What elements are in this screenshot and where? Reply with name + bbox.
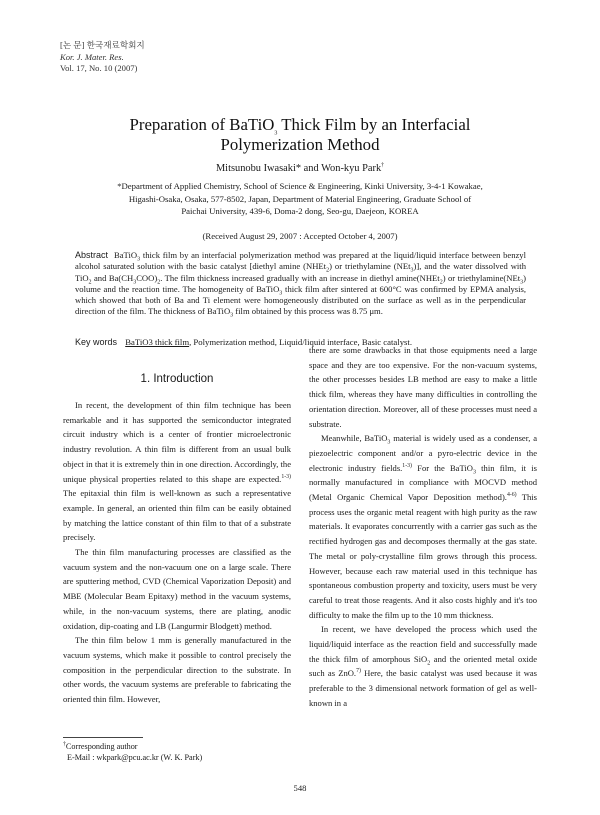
citation: 1-3) [281,473,291,480]
journal-masthead [60,40,145,75]
right-column [309,343,537,711]
author-list: Mitsunobu Iwasaki* and Won-kyu Park† [215,162,385,174]
paragraph: there are some drawbacks in that those equipments need a large space and they are too expensive. For the non-vacuum systems, the other processes besides LB method are easy to make a little thick film, whereas they have many difficulties in controlling the orientation direction. Moreover, all of these processes must need a substrate. [309,345,537,429]
paragraph: The thin film manufacturing processes are classified as the vacuum system and the non-vacuum one on a large scale. There are sputtering method, CVD (Chemical Vaporization Deposit) and MBE (Molecular Beam Epitaxy) method in the vacuum systems, while, in the non-vacuum systems, there are plating, anodic oxidation, dip-coating and LB (Langurmir Blodgett) method. [63,547,291,631]
abstract-label: Abstract [75,250,109,260]
citation: 4-6) [506,492,517,499]
received-dates: (Received August 29, 2007 : Accepted October 4, 2007) [202,231,398,241]
keywords: Key words BaTiO3 thick film, Polymerization method, Liquid/liquid interface, Basic catalyst. [75,337,413,347]
paragraph: In recent, we have developed the process which used the liquid/liquid interface as the reaction field and successfully made the thick film of amorphous SiO$_2$ and the oriented metal oxide such as ZnO.$^{7)}$ Here, the basic catalyst was used because it was preferable to the 3 dimensional network formation of gel as well-known in a [309,624,537,708]
citation: 7) [356,668,361,675]
journal-volume: Vol. 17, No. 10 (2007) [60,63,138,74]
affiliation-line-1: *Department of Applied Chemistry, School of Science & Engineering, Kinki University, 3-4-1 Kowakae, [117,181,483,191]
keywords-label: Key words [75,337,118,347]
left-column [63,398,291,707]
title-line-2: Polymerization Method [220,135,380,154]
paragraph: The thin film below 1 mm is generally manufactured in the vacuum systems, which make it possible to control precisely the composition in the perpendicular direction to the substrate. In other words, the vacuum systems are preferable to fabricating the oriented thin film. However, [63,635,291,705]
footnote-corresponding: †Corresponding author [63,741,138,751]
journal-abbreviation: Kor. J. Mater. Res. [60,51,124,62]
affiliations [78,180,522,218]
affiliation-line-2: Higashi-Osaka, Osaka, 577-8502, Japan, Department of Material Engineering, Graduate School of [128,193,472,204]
page-number: 548 [293,783,307,793]
keyword-link[interactable]: BaTiO3 thick film [125,337,190,347]
title-line-1: Preparation of BaTiO$_3$ Thick Film by an Interfacial [129,115,471,137]
footnote-email: E-Mail : wkpark@pcu.ac.kr (W. K. Park) [67,753,203,762]
citation: 1-3) [402,462,412,469]
affiliation-line-3: Paichai University, 439-6, Doma-2 dong, Seo-gu, Daejeon, KOREA [181,206,419,217]
footnote-divider [63,737,143,738]
journal-name-korean: [논 문] 한국재료학회지 [60,40,145,50]
corresponding-mark: † [381,162,385,169]
footnote [63,741,202,763]
abstract: Abstract BaTiO$_3$ thick film by an interfacial polymerization method was prepared at the liquid/liquid interface between benzyl alcohol saturated solution with the basic catalyst [diethyl amine (NHEt$_2$) or triethylamine (NEt$_3$)], and the water dissolved with TiO$_2$ and $Ba(CH_3COO)_2$. The film thickness increased gradually with an increase in diethyl amine(NHEt$_2$) or triethylamine(NEt$_3$) volume and the reaction time. The homogeneity of BaTiO$_3$ thick film after sintered at 600°C was confirmed by EPMA analysis, which showed that both of Ba and Ti element were homogeneously distributed on the surface as well as in the perpendicular direction of the film. The thickness of BaTiO$_3$ film obtained by this process was 8.75 μm. [75,250,526,320]
section-heading-introduction: 1. Introduction [140,373,214,385]
paragraph: Meanwhile, BaTiO$_3$ material is widely used as a condenser, a piezoelectric component and/or a pyro-electric device in the electronic industry fields.$^{1-3)}$ For the BaTiO$_3$ thin film, it is normally manufactured in compliance with MOCVD method (Metal Organic Chemical Vapor Deposition method).$^{4-6)}$ This process uses the organic metal reagent with high purity as the raw materials. It evaporates concurrently with a carrier gas such as the rectified hydrogen gas and decomposes thermally at the gas state. The metal or poly-crystalline film grows through this process. However, because each raw material used in this technique has spontaneous combustion property and toxicity, users must be very careful to treat those reagents. And it also costs highly and it's too difficulty to make the film up to the 10 mm thickness. [309,433,537,620]
paper-title [60,115,540,155]
paragraph: In recent, the development of thin film technique has been remarkable and it has supported the semiconductor integrated circuit industry which is a center of frontier microelectronic industry revolution. A thin film is different from an usual bulk object in that it is extremely thin in one direction. Accordingly, the unique physical properties related to this shape are expected.$^{1-3)}$ The epitaxial thin film is well-known as such a representative example. In general, an oriented thin film can be easily obtained by matching the lattice constant of thin film to that of a substrate precisely. [63,400,291,543]
